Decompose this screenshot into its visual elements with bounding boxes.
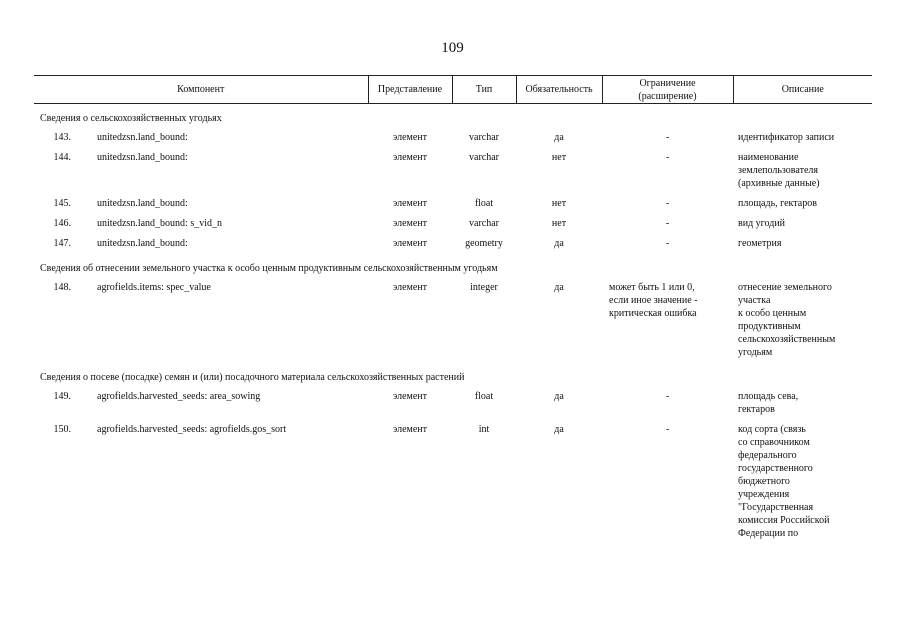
- type-cell: varchar: [469, 218, 499, 229]
- description-line: землепользователя: [738, 165, 818, 176]
- description-line: геометрия: [738, 238, 782, 249]
- description-line: со справочником: [738, 437, 810, 448]
- table-body: [34, 104, 872, 545]
- limit-line: -: [665, 218, 670, 229]
- table-row: [34, 420, 872, 544]
- description-line: "Государственная: [738, 502, 814, 513]
- required-cell: нет: [551, 198, 567, 209]
- representation-cell: элемент: [392, 282, 428, 293]
- representation-cell: элемент: [392, 198, 428, 209]
- description-line: к особо ценным: [738, 308, 807, 319]
- table-row: [34, 234, 872, 254]
- limit-line: -: [665, 238, 670, 249]
- required-cell: нет: [551, 152, 567, 163]
- limit-cell: [602, 214, 733, 234]
- header-limit: [602, 76, 733, 104]
- description-line: комиссия Российской: [738, 515, 830, 526]
- description-line: идентификатор записи: [738, 132, 835, 143]
- limit-line: -: [665, 132, 670, 143]
- required-cell: да: [554, 132, 564, 143]
- table-row: [34, 194, 872, 214]
- limit-cell: [602, 194, 733, 214]
- type-cell: integer: [470, 282, 498, 293]
- header-limit-line1: Ограничение: [639, 77, 696, 89]
- description-line: вид угодий: [738, 218, 786, 229]
- type-cell: geometry: [465, 238, 503, 249]
- type-cell: varchar: [469, 152, 499, 163]
- representation-cell: элемент: [392, 391, 428, 402]
- description-line: отнесение земельного: [738, 282, 832, 293]
- description-cell: [733, 278, 872, 363]
- representation-cell: элемент: [392, 132, 428, 143]
- limit-cell: [602, 387, 733, 420]
- description-line: Федерации по: [738, 528, 799, 539]
- table-row: [34, 387, 872, 420]
- row-number: 148.: [53, 282, 71, 293]
- description-line: (архивные данные): [738, 178, 820, 189]
- section-row: [34, 104, 872, 129]
- component-name: unitedzsn.land_bound:: [97, 198, 188, 209]
- limit-line: критическая ошибка: [609, 308, 697, 319]
- row-number: 143.: [53, 132, 71, 143]
- header-description: Описание: [733, 76, 872, 104]
- table-row: [34, 128, 872, 148]
- representation-cell: элемент: [392, 218, 428, 229]
- limit-line: -: [665, 391, 670, 402]
- description-line: площадь сева,: [738, 391, 799, 402]
- limit-cell: [602, 128, 733, 148]
- row-number: 150.: [53, 424, 71, 435]
- header-component: Компонент: [34, 76, 368, 104]
- description-cell: [733, 148, 872, 194]
- component-name: unitedzsn.land_bound: s_vid_n: [97, 218, 222, 229]
- row-number: 144.: [53, 152, 71, 163]
- page-number: 109: [441, 40, 464, 56]
- limit-cell: [602, 234, 733, 254]
- limit-line: если иное значение -: [609, 295, 698, 306]
- description-cell: [733, 387, 872, 420]
- component-name: unitedzsn.land_bound:: [97, 152, 188, 163]
- component-name: unitedzsn.land_bound:: [97, 132, 188, 143]
- required-cell: да: [554, 424, 564, 435]
- description-line: учреждения: [738, 489, 790, 500]
- specification-table: [34, 75, 872, 544]
- description-line: государственного: [738, 463, 813, 474]
- section-row: [34, 363, 872, 387]
- table-row: [34, 278, 872, 363]
- component-name: agrofields.items: spec_value: [97, 282, 211, 293]
- description-line: угодьям: [738, 347, 773, 358]
- description-cell: [733, 194, 872, 214]
- required-cell: да: [554, 282, 564, 293]
- table-row: [34, 214, 872, 234]
- table-row: [34, 148, 872, 194]
- limit-line: -: [665, 152, 670, 163]
- component-name: agrofields.harvested_seeds: agrofields.gos_sort: [97, 424, 287, 435]
- description-cell: [733, 128, 872, 148]
- section-title: Сведения о сельскохозяйственных угодьях: [40, 113, 222, 124]
- table-header-row: [34, 76, 872, 104]
- section-row: [34, 254, 872, 278]
- header-required: Обязательность: [516, 76, 602, 104]
- description-line: участка: [738, 295, 771, 306]
- limit-cell: [602, 148, 733, 194]
- limit-line: может быть 1 или 0,: [609, 282, 695, 293]
- type-cell: float: [474, 198, 494, 209]
- description-line: код сорта (связь: [738, 424, 806, 435]
- header-representation: Представление: [368, 76, 452, 104]
- description-line: федерального: [738, 450, 797, 461]
- row-number: 147.: [53, 238, 71, 249]
- type-cell: varchar: [469, 132, 499, 143]
- row-number: 149.: [53, 391, 71, 402]
- limit-cell: [602, 278, 733, 363]
- representation-cell: элемент: [392, 238, 428, 249]
- component-name: unitedzsn.land_bound:: [97, 238, 188, 249]
- limit-cell: [602, 420, 733, 544]
- description-line: гектаров: [738, 404, 775, 415]
- required-cell: да: [554, 391, 564, 402]
- component-name: agrofields.harvested_seeds: area_sowing: [97, 391, 261, 402]
- section-title: Сведения о посеве (посадке) семян и (или) посадочного материала сельскохозяйственных растений: [40, 372, 465, 383]
- required-cell: нет: [551, 218, 567, 229]
- required-cell: да: [554, 238, 564, 249]
- representation-cell: элемент: [392, 424, 428, 435]
- description-line: бюджетного: [738, 476, 790, 487]
- header-type: Тип: [452, 76, 516, 104]
- type-cell: int: [478, 424, 490, 435]
- representation-cell: элемент: [392, 152, 428, 163]
- description-line: площадь, гектаров: [738, 198, 817, 209]
- description-line: сельскохозяйственным: [738, 334, 836, 345]
- section-title: Сведения об отнесении земельного участка к особо ценным продуктивным сельскохозяйственным угодьям: [40, 263, 498, 274]
- description-cell: [733, 214, 872, 234]
- limit-line: -: [665, 198, 670, 209]
- description-cell: [733, 420, 872, 544]
- description-cell: [733, 234, 872, 254]
- description-line: продуктивным: [738, 321, 801, 332]
- row-number: 146.: [53, 218, 71, 229]
- row-number: 145.: [53, 198, 71, 209]
- type-cell: float: [474, 391, 494, 402]
- header-limit-line2: (расширение): [638, 90, 697, 102]
- description-line: наименование: [738, 152, 799, 163]
- limit-line: -: [665, 424, 670, 435]
